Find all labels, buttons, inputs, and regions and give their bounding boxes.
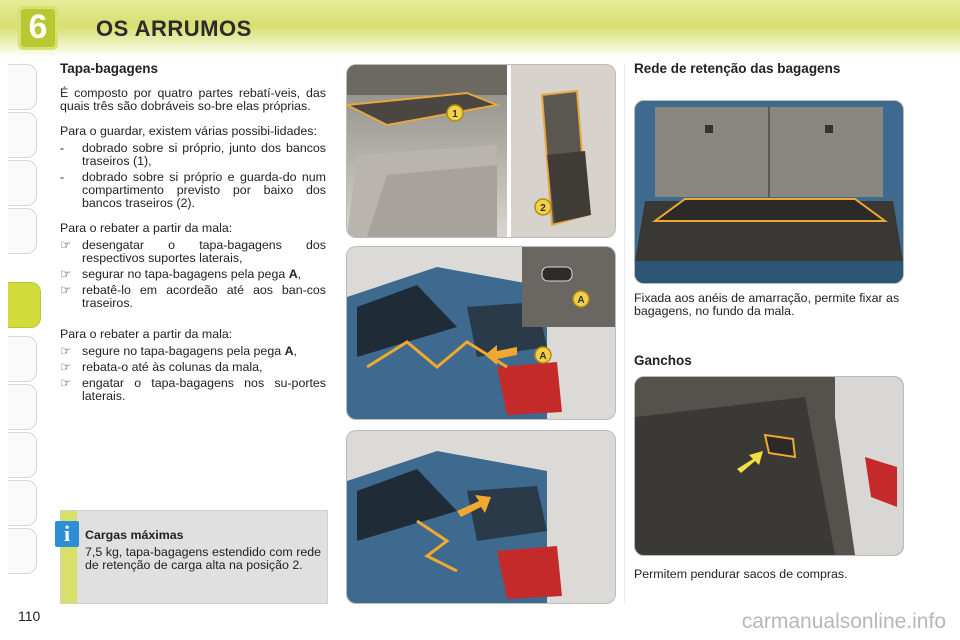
list-item: ☞ segurar no tapa-bagagens pela pega A, <box>60 267 302 281</box>
page-title: OS ARRUMOS <box>96 16 252 41</box>
hand-pointer-icon: ☞ <box>60 283 72 297</box>
hooks-description: Permitem pendurar sacos de compras. <box>634 567 848 581</box>
fold-list <box>60 239 326 310</box>
side-tab-1[interactable] <box>8 64 37 110</box>
side-tabs <box>8 64 44 584</box>
info-text: 7,5 kg, tapa-bagagens estendido com rede de retenção de carga alta na posição 2. <box>85 545 321 572</box>
figure-fold-cover <box>346 246 616 420</box>
dash-marker: - <box>60 170 65 184</box>
fold-cover-illustration <box>347 247 615 419</box>
hand-pointer-icon: ☞ <box>60 344 72 358</box>
hook-icon <box>765 435 795 457</box>
side-tab-10[interactable] <box>8 480 37 526</box>
section-heading-ganchos: Ganchos <box>634 353 692 368</box>
hand-pointer-icon: ☞ <box>60 238 72 252</box>
fold-intro: Para o rebater a partir da mala: <box>60 221 233 235</box>
column-divider <box>624 64 625 604</box>
cargo-net-icon <box>655 199 885 221</box>
hooks-illustration <box>635 377 903 555</box>
side-tab-9[interactable] <box>8 432 37 478</box>
unfold-list <box>60 345 326 403</box>
left-column <box>60 62 326 415</box>
side-tab-4[interactable] <box>8 208 37 254</box>
pega-letter: A <box>284 344 294 358</box>
figure-unfold-cover <box>346 430 616 604</box>
list-item: - dobrado sobre si próprio, junto dos bancos traseiros (1), <box>60 141 326 168</box>
pega-letter: A <box>288 267 298 281</box>
store-list <box>60 142 326 210</box>
list-item: ☞ rebatê-lo em acordeão até aos ban-cos traseiros. <box>60 283 326 310</box>
side-tab-6-active[interactable] <box>8 282 41 328</box>
store-intro: Para o guardar, existem várias possibi-lidades: <box>60 124 317 138</box>
list-item: ☞ rebata-o até às colunas da mala, <box>60 360 263 374</box>
dash-marker: - <box>60 141 65 155</box>
callout-2: 2 <box>540 203 546 214</box>
side-tab-2[interactable] <box>8 112 37 158</box>
callout-1: 1 <box>452 109 458 120</box>
hooks-description-wrap <box>634 568 906 593</box>
net-description-wrap <box>634 292 906 330</box>
side-tab-7[interactable] <box>8 336 37 382</box>
list-item: ☞ segure no tapa-bagagens pela pega A, <box>60 344 297 358</box>
info-title: Cargas máximas <box>85 528 184 542</box>
right-column <box>634 62 906 87</box>
net-description: Fixada aos anéis de amarração, permite fixar as bagagens, no fundo da mala. <box>634 291 900 318</box>
figure-retention-net <box>634 100 904 284</box>
callout-a-top: A <box>577 295 585 306</box>
hand-pointer-icon: ☞ <box>60 376 72 390</box>
chapter-number: 6 <box>28 8 48 46</box>
callout-a-bottom: A <box>539 351 547 362</box>
list-item: - dobrado sobre si próprio e guarda-do num compartimento previsto por baixo dos bancos traseiros (2). <box>60 170 326 210</box>
chapter-badge <box>18 6 58 50</box>
section-heading-net: Rede de retenção das bagagens <box>634 61 841 76</box>
side-tab-8[interactable] <box>8 384 37 430</box>
figure-hooks <box>634 376 904 556</box>
unfold-intro: Para o rebater a partir da mala: <box>60 327 233 341</box>
retention-net-illustration <box>635 101 903 283</box>
hand-pointer-icon: ☞ <box>60 267 72 281</box>
side-tab-11[interactable] <box>8 528 37 574</box>
info-icon: i <box>55 521 79 547</box>
intro-paragraph: É composto por quatro partes rebatí-veis, das quais três são dobráveis so-bre elas próprias. <box>60 86 326 113</box>
section-heading-tapa-bagagens: Tapa-bagagens <box>60 61 159 76</box>
unfold-cover-illustration <box>347 431 615 603</box>
figure-cover-storage <box>346 64 616 238</box>
side-tab-3[interactable] <box>8 160 37 206</box>
hand-pointer-icon: ☞ <box>60 360 72 374</box>
list-item: ☞ engatar o tapa-bagagens nos su-portes laterais. <box>60 376 326 403</box>
page-number: 110 <box>18 608 41 624</box>
info-content <box>85 529 321 572</box>
list-item: ☞ desengatar o tapa-bagagens dos respectivos suportes laterais, <box>60 238 326 265</box>
info-box <box>60 510 328 604</box>
watermark: carmanualsonline.info <box>741 610 946 633</box>
cover-storage-illustration <box>347 65 615 237</box>
